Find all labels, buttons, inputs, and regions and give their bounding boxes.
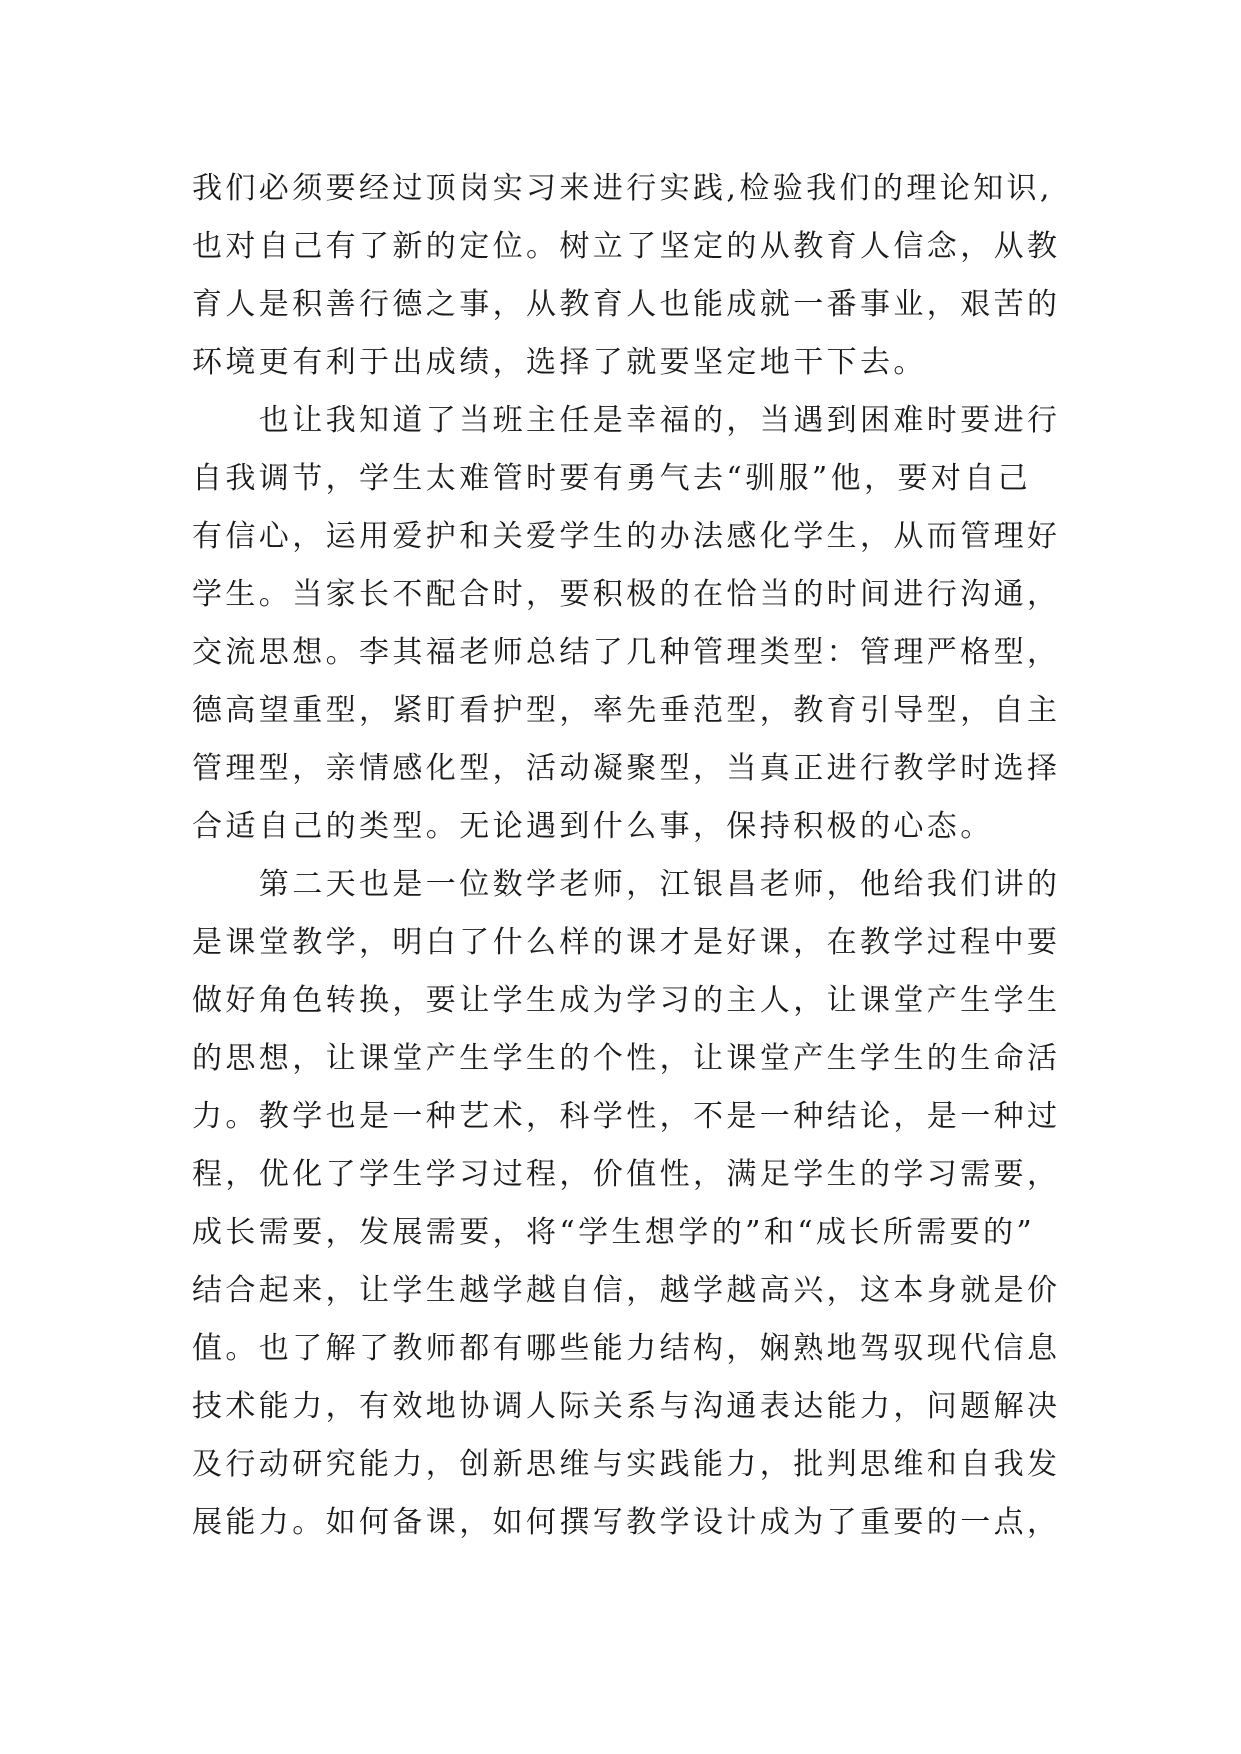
text-line: 管理型，亲情感化型，活动凝聚型，当真正进行教学时选择 bbox=[192, 751, 1061, 786]
body-text bbox=[192, 160, 1072, 1552]
paragraph-2 bbox=[192, 392, 1072, 856]
text-line: 交流思想。李其福老师总结了几种管理类型：管理严格型， bbox=[192, 635, 1061, 670]
text-line: 值。也了解了教师都有哪些能力结构，娴熟地驾驭现代信息 bbox=[192, 1331, 1061, 1366]
text-line: 程，优化了学生学习过程，价值性，满足学生的学习需要， bbox=[192, 1157, 1061, 1192]
text-line: 是课堂教学，明白了什么样的课才是好课，在教学过程中要 bbox=[192, 925, 1061, 960]
text-line: 学生。当家长不配合时，要积极的在恰当的时间进行沟通， bbox=[192, 577, 1061, 612]
text-line: 展能力。如何备课，如何撰写教学设计成为了重要的一点， bbox=[192, 1505, 1061, 1540]
text-line: 德高望重型，紧盯看护型，率先垂范型，教育引导型，自主 bbox=[192, 693, 1061, 728]
text-line: 成长需要，发展需要，将“学生想学的”和“成长所需要的” bbox=[192, 1215, 1036, 1250]
text-line: 我们必须要经过顶岗实习来进行实践,检验我们的理论知识, bbox=[192, 171, 1053, 206]
text-line: 自我调节，学生太难管时要有勇气去“驯服”他，要对自己 bbox=[192, 461, 1032, 496]
text-line: 也让我知道了当班主任是幸福的，当遇到困难时要进行 bbox=[192, 403, 1061, 438]
paragraph-1 bbox=[192, 160, 1072, 392]
text-line: 也对自己有了新的定位。树立了坚定的从教育人信念，从教 bbox=[192, 229, 1061, 264]
text-line: 育人是积善行德之事，从教育人也能成就一番事业，艰苦的 bbox=[192, 287, 1061, 322]
text-line: 合适自己的类型。无论遇到什么事，保持积极的心态。 bbox=[192, 809, 994, 844]
text-line: 结合起来，让学生越学越自信，越学越高兴，这本身就是价 bbox=[192, 1273, 1061, 1308]
paragraph-3 bbox=[192, 856, 1072, 1552]
text-line: 有信心，运用爱护和关爱学生的办法感化学生，从而管理好 bbox=[192, 519, 1061, 554]
text-line: 第二天也是一位数学老师，江银昌老师，他给我们讲的 bbox=[192, 867, 1061, 902]
text-line: 技术能力，有效地协调人际关系与沟通表达能力，问题解决 bbox=[192, 1389, 1061, 1424]
text-line: 环境更有利于出成绩，选择了就要坚定地干下去。 bbox=[192, 345, 927, 380]
text-line: 力。教学也是一种艺术，科学性，不是一种结论，是一种过 bbox=[192, 1099, 1061, 1134]
text-line: 的思想，让课堂产生学生的个性，让课堂产生学生的生命活 bbox=[192, 1041, 1061, 1076]
text-line: 及行动研究能力，创新思维与实践能力，批判思维和自我发 bbox=[192, 1447, 1061, 1482]
text-line: 做好角色转换，要让学生成为学习的主人，让课堂产生学生 bbox=[192, 983, 1061, 1018]
